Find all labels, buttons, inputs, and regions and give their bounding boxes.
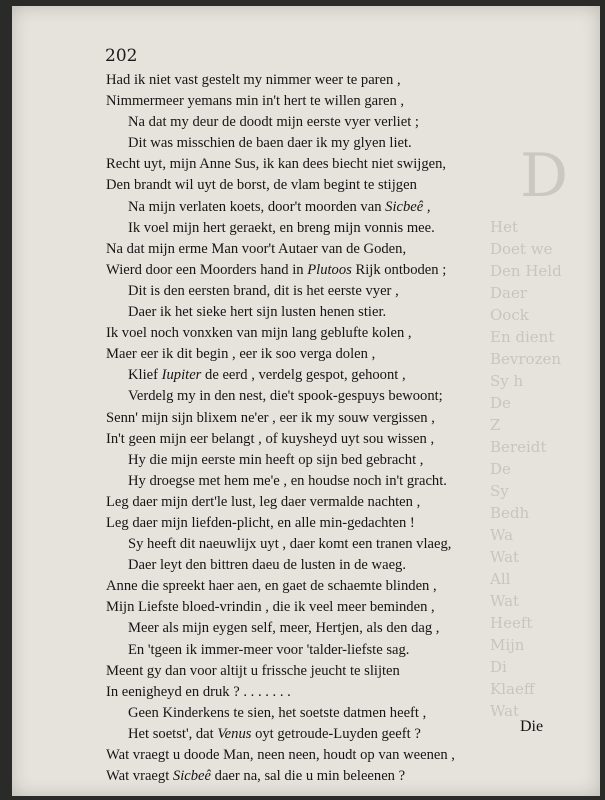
poem-line (106, 513, 516, 534)
line-text: Na dat mijn erme Man voor't Autaer van de Goden, (106, 240, 407, 257)
bleed-line: Di (490, 658, 507, 676)
poem-line (106, 281, 516, 302)
italic-name: Sicbeê (172, 768, 211, 785)
poem-line (106, 534, 516, 555)
line-text: En 'tgeen ik immer-meer voor 'talder-liefste sag. (128, 641, 410, 658)
poem-line (106, 133, 516, 154)
bleed-line: Wat (490, 592, 520, 610)
bleed-line: Sy (490, 482, 509, 500)
bleed-line: Wat (490, 702, 520, 720)
poem-line (106, 386, 516, 407)
line-text: oyt getroude-Luyden geeft ? (251, 725, 421, 742)
bleed-drop-cap: D (520, 141, 569, 211)
bleed-line: Mijn (490, 636, 525, 654)
line-text: Wierd door een Moorders hand in (106, 261, 308, 278)
bleed-line: Den Held (490, 262, 562, 280)
line-text: Ik voel noch vonxken van mijn lang geblufte kolen , (106, 325, 412, 342)
line-text: Rijk ontboden ; (351, 261, 447, 278)
poem-line (106, 239, 516, 260)
line-text: daer na, sal die u min beleenen ? (211, 768, 406, 785)
poem-text (106, 70, 516, 787)
line-text: Dit was misschien de baen daer ik my glyen liet. (128, 135, 412, 152)
poem-line (106, 766, 516, 787)
line-text: Hy die mijn eerste min heeft op sijn bed gebracht , (128, 451, 424, 468)
line-text: In't geen mijn eer belangt , of kuysheyd uyt sou wissen , (106, 430, 435, 447)
bleed-line: Wat (490, 548, 520, 566)
poem-line (106, 682, 516, 703)
poem-line (106, 618, 516, 639)
italic-name: Venus (217, 725, 252, 742)
bleed-line: Heeft (490, 614, 533, 632)
bleed-line: Klaeff (490, 680, 535, 698)
line-text: Recht uyt, mijn Anne Sus, ik kan dees biecht niet swijgen, (106, 156, 447, 173)
catchword: Die (520, 718, 544, 735)
line-text: , (423, 198, 431, 215)
poem-line (106, 302, 516, 323)
line-text: Wat vraegt (106, 768, 173, 785)
bleed-line: Bedh (490, 504, 530, 522)
poem-line (106, 661, 516, 682)
bleed-line: Het (490, 218, 518, 236)
line-text: Daer leyt den bittren daeu de lusten in de waeg. (128, 557, 406, 574)
bleed-line: Oock (490, 306, 529, 324)
line-text: Meer als mijn eygen self, meer, Hertjen, als den dag , (128, 620, 440, 637)
line-text: Klief (128, 367, 162, 384)
line-text: Sy heeft dit naeuwlijx uyt , daer komt een tranen vlaeg, (128, 536, 452, 553)
line-text: Leg daer mijn liefden-plicht, en alle min-gedachten ! (106, 514, 415, 531)
bleed-line: Daer (490, 284, 528, 302)
poem-line (106, 408, 516, 429)
poem-line (106, 640, 516, 661)
italic-name: Iupiter (161, 367, 202, 384)
poem-line (106, 471, 516, 492)
bleed-line: Bereidt (490, 438, 547, 456)
line-text: Het soetst', dat (128, 725, 218, 742)
poem-line (106, 724, 516, 745)
line-text: Senn' mijn sijn blixem ne'er , eer ik my souw vergissen , (106, 409, 435, 426)
poem-line (106, 597, 516, 618)
bleed-line: Z (490, 416, 501, 434)
line-text: Den brandt wil uyt de borst, de vlam begint te stijgen (106, 177, 417, 194)
line-text: Dit is den eersten brand, dit is het eerste vyer , (128, 282, 399, 299)
poem-line (106, 91, 516, 112)
line-text: In eenigheyd en druk ? . . . . . . . (106, 683, 291, 700)
line-text: Ik voel mijn hert geraekt, en breng mijn vonnis mee. (128, 219, 435, 236)
italic-name: Plutoos (307, 261, 352, 278)
poem-line (106, 555, 516, 576)
bleed-line: All (490, 570, 511, 588)
line-text: Wat vraegt u doode Man, neen neen, houdt op van weenen , (106, 747, 455, 763)
line-text: Na dat my deur de doodt mijn eerste vyer verliet ; (128, 114, 419, 131)
poem-line (106, 112, 516, 133)
line-text: Maer eer ik dit begin , eer ik soo verga dolen , (106, 346, 376, 363)
poem-line (106, 323, 516, 344)
line-text: Leg daer mijn dert'le lust, leg daer vermalde nachten , (106, 493, 421, 510)
bleed-line: Wa (490, 526, 514, 544)
bleed-line: Bevrozen (490, 350, 562, 368)
poem-line (106, 218, 516, 239)
poem-line (106, 450, 516, 471)
poem-line (106, 260, 516, 281)
line-text: Mijn Liefste bloed-vrindin , die ik veel meer beminden , (106, 599, 435, 616)
italic-name: Sicbeê (385, 198, 424, 215)
line-text: Nimmermeer yemans min in't hert te willen garen , (106, 93, 405, 110)
poem-line (106, 70, 516, 91)
bleed-line: De (490, 394, 511, 412)
poem-line (106, 429, 516, 450)
line-text: Hy droegse met hem me'e , en houdse noch in't gracht. (128, 472, 447, 489)
line-text: Geen Kinderkens te sien, het soetste datmen heeft , (128, 704, 427, 721)
poem-line (106, 344, 516, 365)
poem-line (106, 154, 516, 175)
poem-line (106, 745, 516, 766)
page-number: 202 (105, 46, 138, 66)
bleed-line: Doet we (490, 240, 553, 258)
bleed-line: En dient (490, 328, 555, 346)
poem-line (106, 576, 516, 597)
poem-line (106, 197, 516, 218)
line-text: Daer ik het sieke hert sijn lusten henen stier. (128, 304, 387, 321)
line-text: Anne die spreekt haer aen, en gaet de schaemte blinden , (106, 578, 437, 595)
poem-line (106, 175, 516, 196)
line-text: Meent gy dan voor altijt u frissche jeucht te slijten (106, 662, 400, 679)
poem-line (106, 365, 516, 386)
bleed-line: De (490, 460, 511, 478)
line-text: de eerd , verdelg gespot, gehoont , (201, 367, 406, 384)
poem-line (106, 703, 516, 724)
line-text: Had ik niet vast gestelt my nimmer weer te paren , (106, 72, 401, 88)
line-text: Na mijn verlaten koets, door't moorden van (128, 198, 386, 215)
poem-line (106, 492, 516, 513)
bleed-line: Sy h (490, 372, 524, 390)
line-text: Verdelg my in den nest, die't spook-gespuys bewoont; (128, 388, 443, 405)
